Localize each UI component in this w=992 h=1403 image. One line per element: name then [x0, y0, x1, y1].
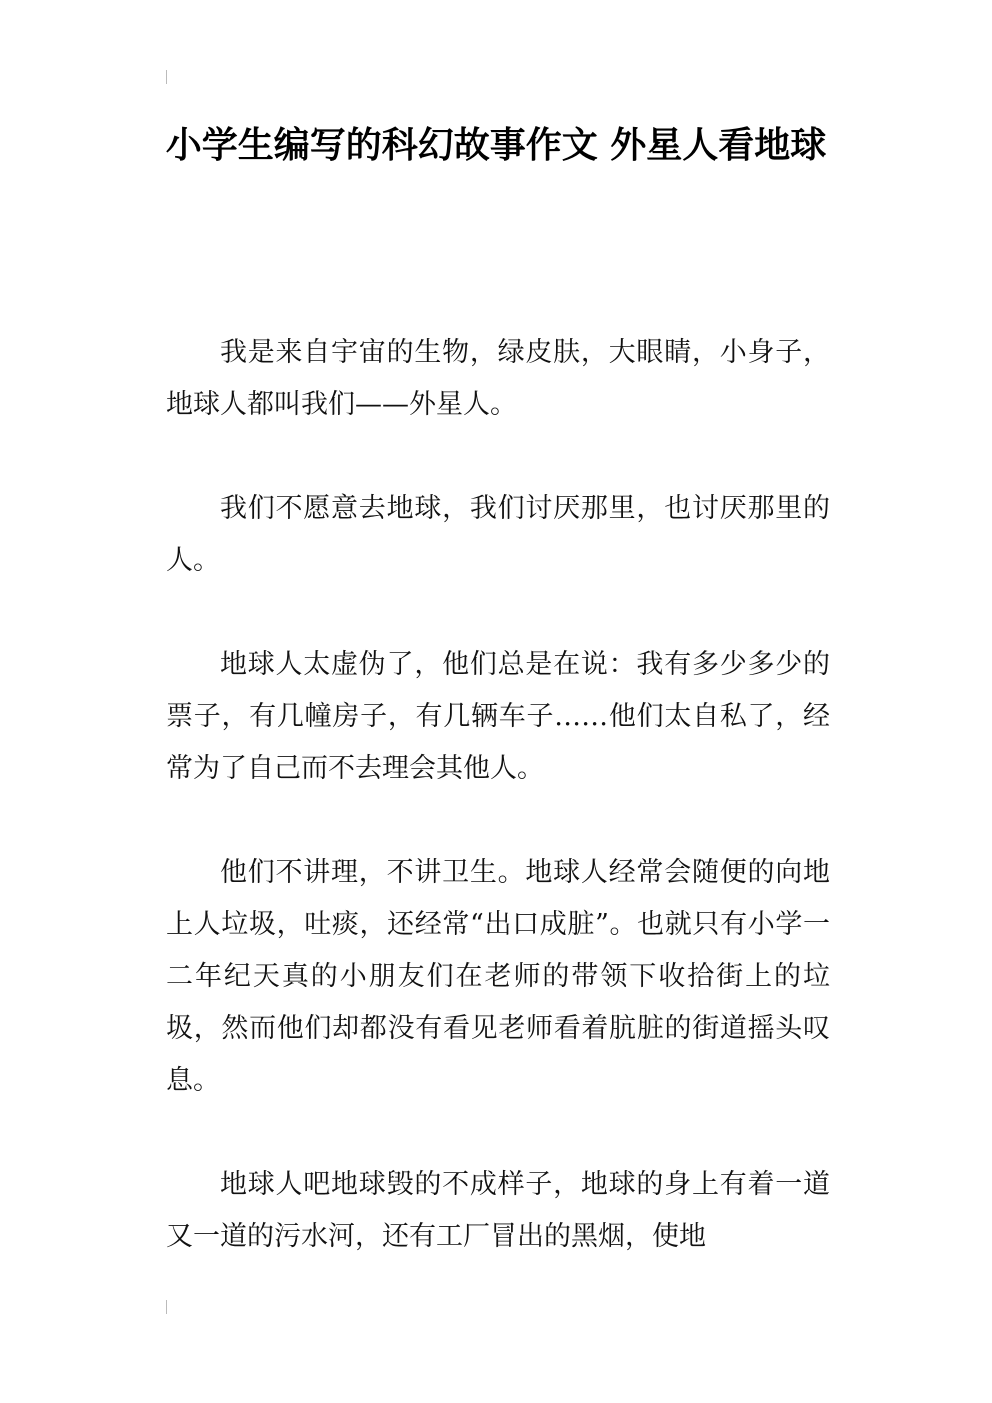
paragraph-5: 地球人吧地球毁的不成样子，地球的身上有着一道又一道的污水河，还有工厂冒出的黑烟，使地	[166, 1169, 830, 1252]
document-body	[166, 327, 830, 1315]
paragraph-1: 我是来自宇宙的生物，绿皮肤，大眼睛，小身子，地球人都叫我们——外星人。	[166, 337, 830, 420]
page-corner-mark-bottom	[166, 1300, 167, 1314]
paragraph-2: 我们不愿意去地球，我们讨厌那里，也讨厌那里的人。	[166, 493, 830, 576]
page-corner-mark-top	[166, 70, 167, 84]
document-title: 小学生编写的科幻故事作文 外星人看地球	[165, 125, 827, 166]
paragraph-4: 他们不讲理，不讲卫生。地球人经常会随便的向地上人垃圾，吐痰，还经常“出口成脏”。也就只有小学一二年纪天真的小朋友们在老师的带领下收拾街上的垃圾，然而他们却都没有看见老师看着肮脏的街道摇头叹息。	[166, 857, 830, 1096]
paragraph-3: 地球人太虚伪了，他们总是在说：我有多少多少的票子，有几幢房子，有几辆车子……他们太自私了，经常为了自己而不去理会其他人。	[166, 649, 830, 784]
